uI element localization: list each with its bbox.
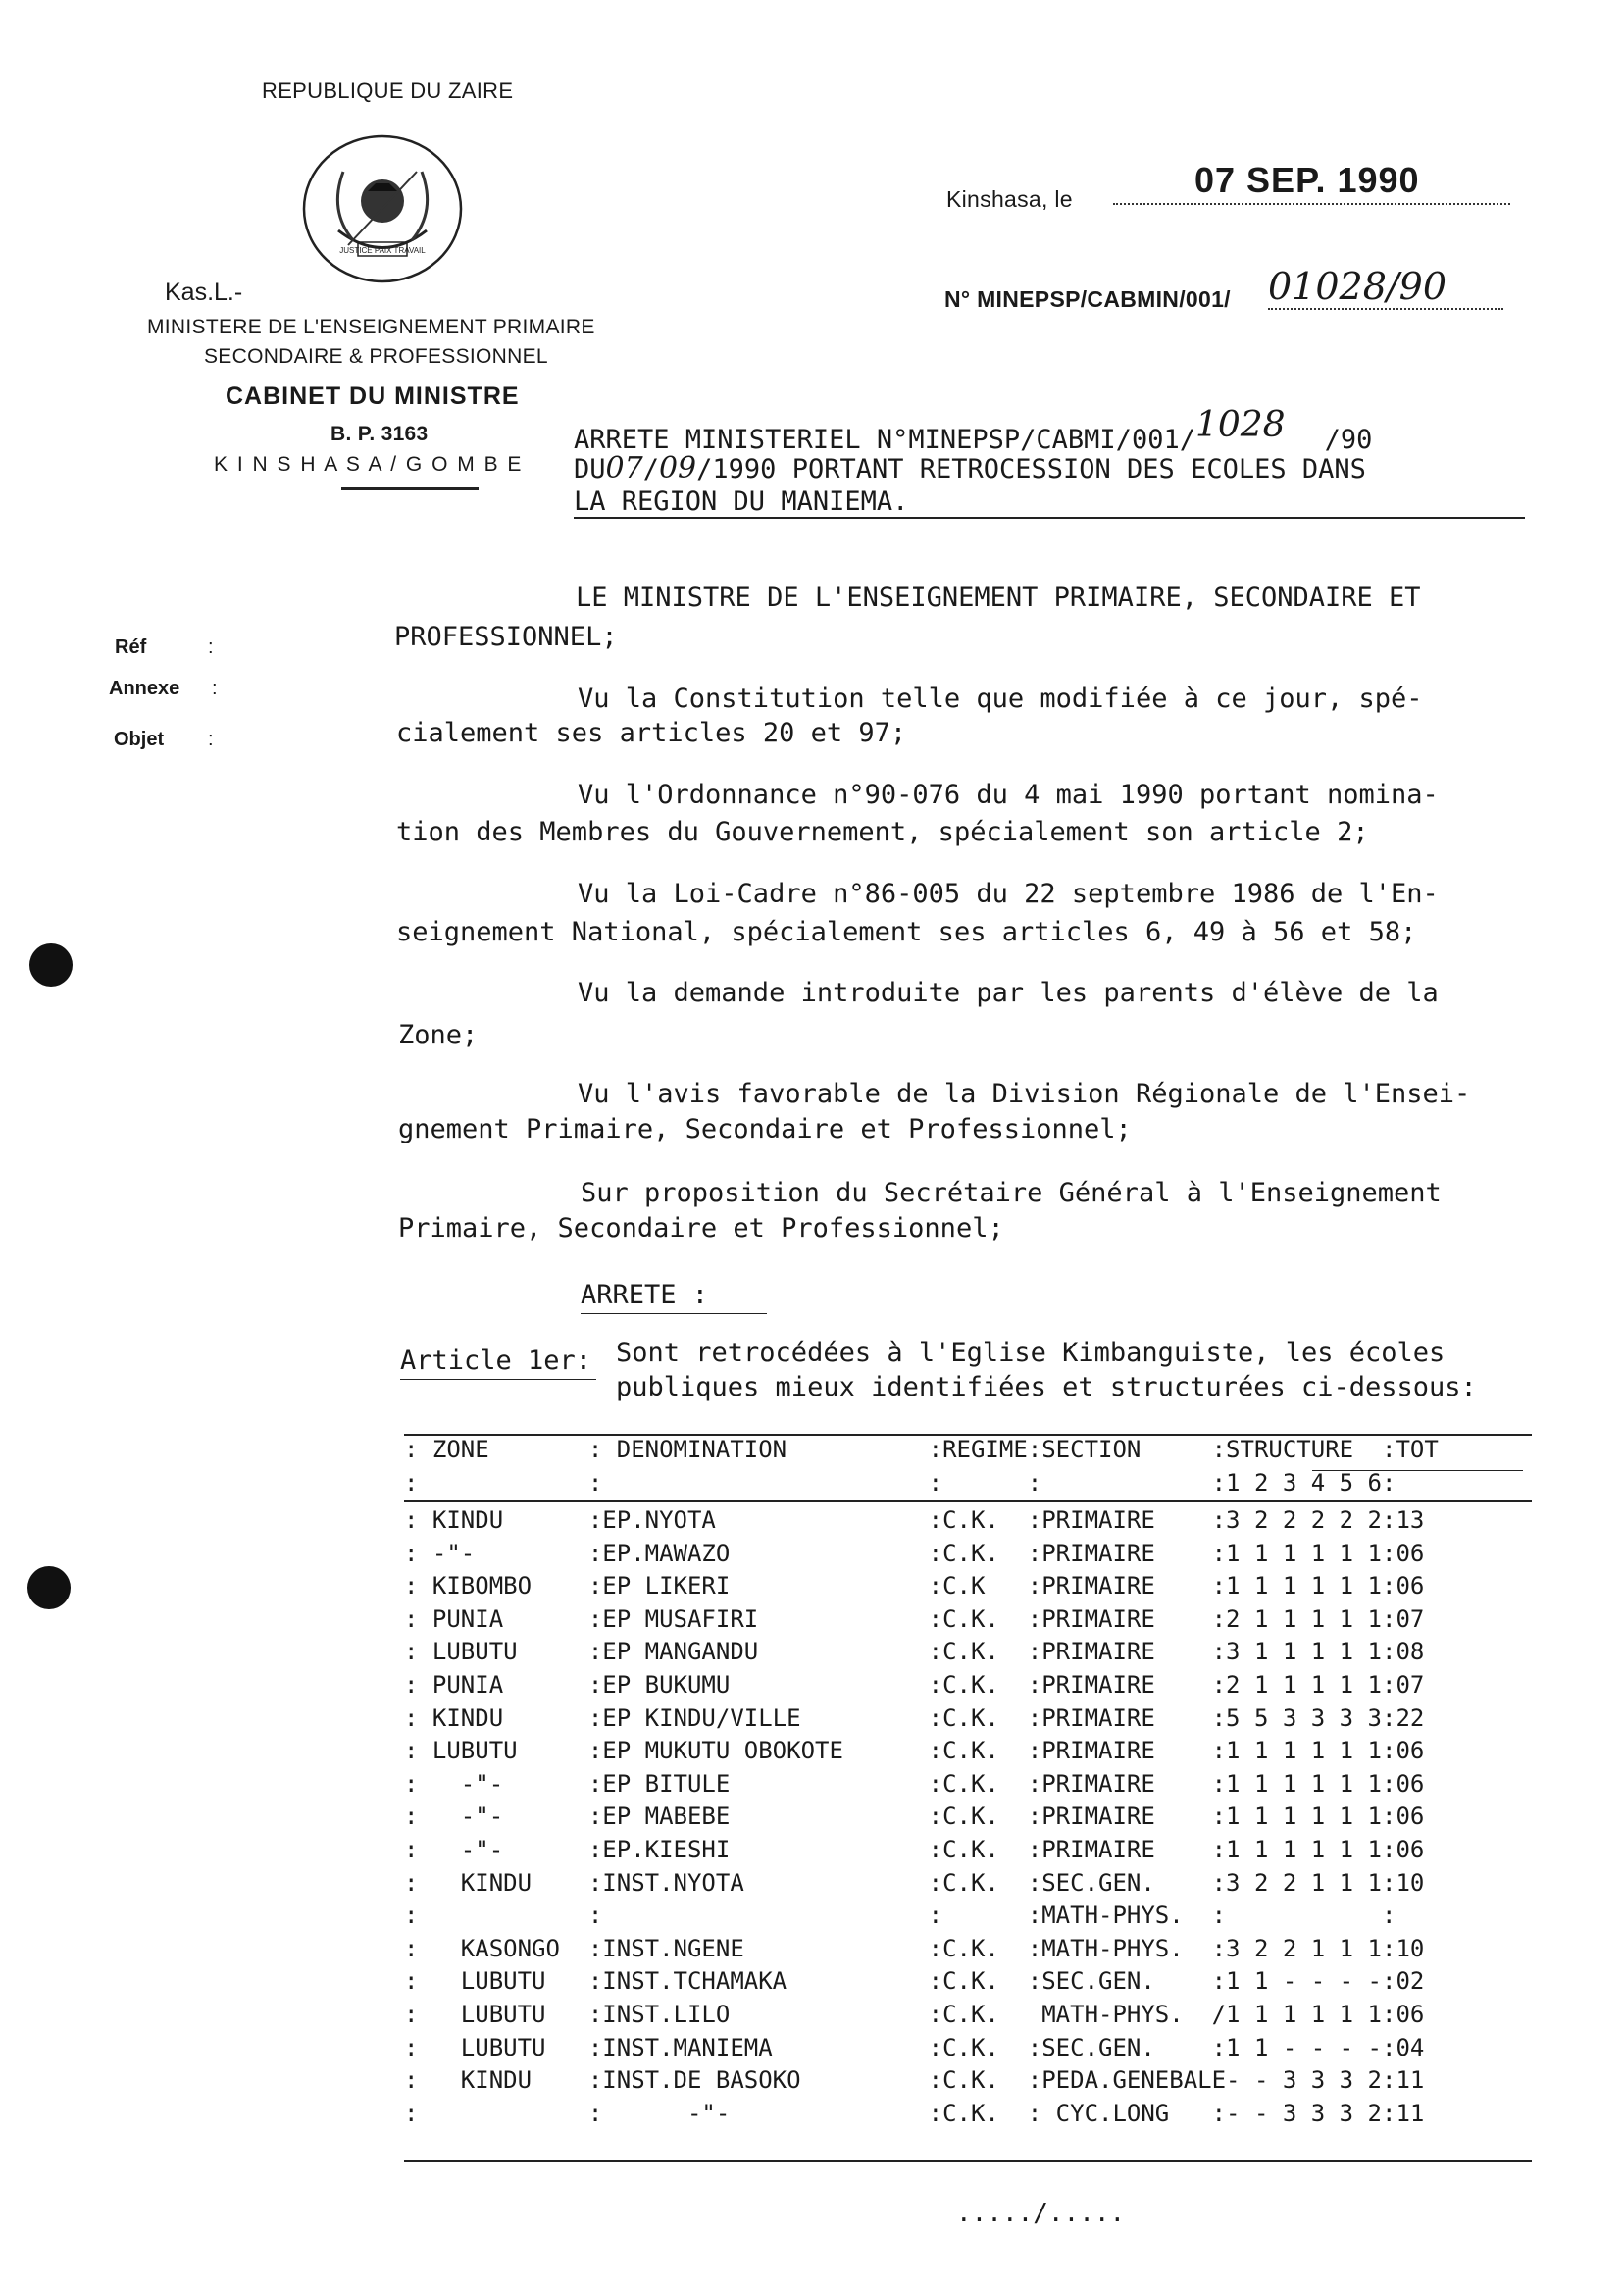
framework-law-line-2: seignement National, spécialement ses articles 6, 49 à 56 et 58; [396, 917, 1417, 947]
division-opinion-line-2: gnement Primaire, Secondaire et Professionnel; [398, 1114, 1132, 1144]
proposal-line-2: Primaire, Secondaire et Professionnel; [398, 1213, 1004, 1244]
coat-of-arms-emblem [299, 132, 466, 284]
decree-number-handwritten: 1028 [1194, 405, 1286, 445]
reference-number-label: N° MINEPSP/CABMIN/001/ [944, 286, 1231, 312]
constitution-line-1: Vu la Constitution telle que modifiée à ce jour, spé- [578, 684, 1423, 714]
table-row: : KINDU :INST.NYOTA :C.K. :SEC.GEN. :3 2 2 1 1 1:10 [404, 1868, 1425, 1897]
table-row: : -"- :EP.MAWAZO :C.K. :PRIMAIRE :1 1 1 1 1 1:06 [404, 1539, 1425, 1567]
ordinance-line-1: Vu l'Ordonnance n°90-076 du 4 mai 1990 portant nomina- [578, 780, 1439, 810]
date-stamp: 07 SEP. 1990 [1194, 160, 1420, 200]
punch-hole-2 [27, 1566, 71, 1609]
table-row: : KINDU :EP.NYOTA :C.K. :PRIMAIRE :3 2 2 2 2 2:13 [404, 1506, 1425, 1534]
preamble-line-2: PROFESSIONNEL; [394, 622, 618, 652]
reference-number-handwritten: 01028/90 [1268, 265, 1447, 308]
title-underline [574, 517, 1525, 519]
decree-month-handwritten: 09 [658, 451, 697, 485]
decree-title-line-1: ARRETE MINISTERIEL N°MINEPSP/CABMI/001/1028 /90 [574, 405, 1373, 455]
table-row: : KINDU :EP KINDU/VILLE :C.K. :PRIMAIRE :5 5 3 3 3 3:22 [404, 1703, 1425, 1732]
arrete-heading: ARRETE : [581, 1280, 709, 1310]
ref-dotted-line [1268, 308, 1503, 310]
article-label: Article 1er: [400, 1346, 592, 1376]
table-row: : LUBUTU :INST.MANIEMA :C.K. :SEC.GEN. :1 1 - - - -:04 [404, 2033, 1425, 2061]
city-underline [341, 487, 479, 490]
table-row: : : : :MATH-PHYS. : : [404, 1902, 1396, 1930]
punch-hole-1 [29, 943, 73, 987]
table-row: : LUBUTU :EP MANGANDU :C.K. :PRIMAIRE :3 1 1 1 1 1:08 [404, 1638, 1425, 1666]
date-dotted-line [1113, 203, 1510, 205]
decree-title-line-2: DU07/09/1990 PORTANT RETROCESSION DES ECOLES DANS [574, 451, 1366, 485]
table-row: : LUBUTU :INST.LILO :C.K. MATH-PHYS. /1 1 1 1 1 1:06 [404, 2001, 1425, 2028]
parents-request-line-1: Vu la demande introduite par les parents d'élève de la [578, 978, 1439, 1008]
article-text-line-1: Sont retrocédées à l'Eglise Kimbanguiste, les écoles [616, 1338, 1446, 1368]
city-address: K I N S H A S A / G O M B E [214, 453, 524, 476]
republic-heading: REPUBLIQUE DU ZAIRE [262, 78, 514, 103]
margin-ref-colon: : [208, 636, 214, 658]
framework-law-line-1: Vu la Loi-Cadre n°86-005 du 22 septembre 1986 de l'En- [578, 879, 1439, 909]
ministry-line-2: SECONDAIRE & PROFESSIONNEL [204, 345, 548, 368]
leopard-emblem-icon [299, 132, 466, 284]
table-row: : -"- :EP MABEBE :C.K. :PRIMAIRE :1 1 1 1 1 1:06 [404, 1803, 1425, 1831]
table-row: : PUNIA :EP BUKUMU :C.K. :PRIMAIRE :2 1 1 1 1 1:07 [404, 1671, 1425, 1699]
table-header-rule [1312, 1470, 1523, 1471]
margin-ref-label: Réf [115, 636, 147, 658]
table-row: : KASONGO :INST.NGENE :C.K. :MATH-PHYS. :3 2 2 1 1 1:10 [404, 1934, 1425, 1962]
table-row: : PUNIA :EP MUSAFIRI :C.K. :PRIMAIRE :2 1 1 1 1 1:07 [404, 1604, 1425, 1633]
table-row: : -"- :EP.KIESHI :C.K. :PRIMAIRE :1 1 1 1 1 1:06 [404, 1836, 1425, 1863]
table-header-row-1: : ZONE : DENOMINATION :REGIME:SECTION :STRUCTURE :TOT [404, 1436, 1439, 1463]
table-row: : : -"- :C.K. : CYC.LONG :- - 3 3 3 2:11 [404, 2099, 1425, 2127]
ministry-line-1: MINISTERE DE L'ENSEIGNEMENT PRIMAIRE [147, 316, 595, 338]
arrete-underline [581, 1313, 767, 1314]
table-bottom-rule [404, 2160, 1532, 2162]
table-row: : LUBUTU :EP MUKUTU OBOKOTE :C.K. :PRIMAIRE :1 1 1 1 1 1:06 [404, 1737, 1425, 1765]
postal-box: B. P. 3163 [330, 423, 429, 445]
article-text-line-2: publiques mieux identifiées et structurées ci-dessous: [616, 1372, 1477, 1402]
svg-text:JUSTICE PAIX TRAVAIL: JUSTICE PAIX TRAVAIL [339, 246, 426, 255]
table-row: : KIBOMBO :EP LIKERI :C.K :PRIMAIRE :1 1 1 1 1 1:06 [404, 1572, 1425, 1600]
preamble-line-1: LE MINISTRE DE L'ENSEIGNEMENT PRIMAIRE, SECONDAIRE ET [576, 583, 1421, 613]
margin-annexe-label: Annexe [109, 678, 180, 699]
table-row: : -"- :EP BITULE :C.K. :PRIMAIRE :1 1 1 1 1 1:06 [404, 1769, 1425, 1798]
cabinet-heading: CABINET DU MINISTRE [226, 382, 520, 410]
table-row: : LUBUTU :INST.TCHAMAKA :C.K. :SEC.GEN. :1 1 - - - -:02 [404, 1967, 1425, 1996]
continuation-marker: ...../..... [956, 2199, 1126, 2228]
constitution-line-2: cialement ses articles 20 et 97; [396, 718, 907, 748]
parents-request-line-2: Zone; [398, 1020, 479, 1050]
table-header-bottom-rule [404, 1500, 1532, 1502]
ordinance-line-2: tion des Membres du Gouvernement, spécialement son article 2; [396, 817, 1369, 847]
decree-day-handwritten: 07 [605, 451, 643, 485]
article-label-underline [400, 1379, 596, 1380]
margin-objet-colon: : [208, 729, 214, 750]
table-row: : KINDU :INST.DE BASOKO :C.K. :PEDA.GENEBALE- - 3 3 3 2:11 [404, 2066, 1425, 2095]
initials: Kas.L.- [165, 279, 243, 306]
margin-objet-label: Objet [114, 729, 165, 750]
place-date-label: Kinshasa, le [946, 186, 1073, 212]
division-opinion-line-1: Vu l'avis favorable de la Division Régionale de l'Ensei- [578, 1079, 1471, 1109]
decree-title-line-3: LA REGION DU MANIEMA. [574, 486, 909, 517]
table-header-row-2: : : : : :1 2 3 4 5 6: [404, 1469, 1396, 1497]
proposal-line-1: Sur proposition du Secrétaire Général à l'Enseignement [581, 1178, 1442, 1208]
margin-annexe-colon: : [212, 678, 218, 699]
